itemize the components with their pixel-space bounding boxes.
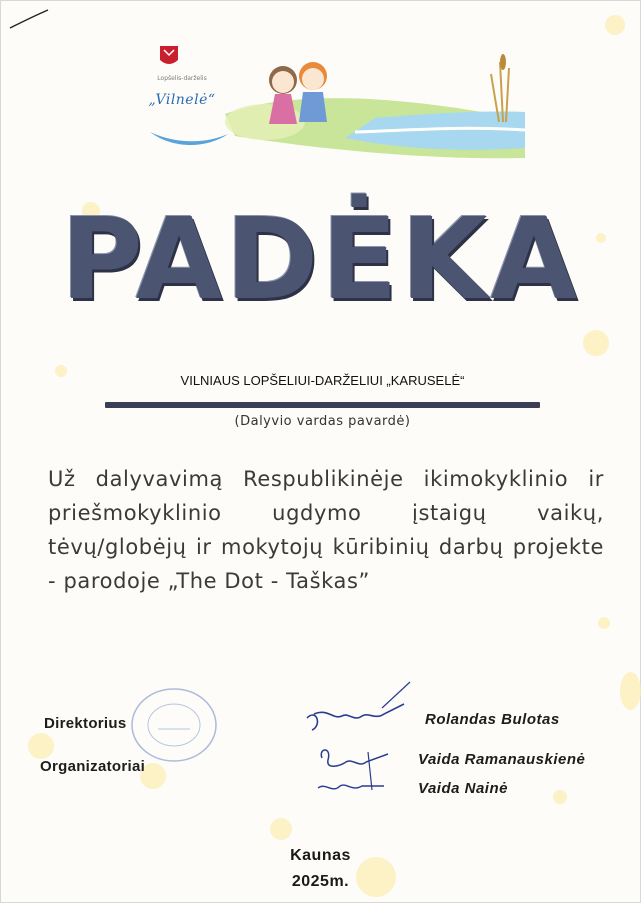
handwritten-signature-icon (292, 678, 417, 808)
director-role-label: Direktorius (44, 715, 127, 732)
logo-name: „Vilnelė“ (148, 92, 216, 108)
organizers-role-label: Organizatoriai (40, 758, 146, 775)
footer-year: 2025m. (291, 873, 350, 890)
decorative-dot (270, 818, 292, 840)
director-name: Rolandas Bulotas (425, 711, 560, 728)
recipient-underline (105, 402, 540, 408)
certificate-body-text: Už dalyvavimą Respublikinėje ikimokyklinio ir priešmokyklinio ugdymo įstaigų vaikų, tėvų/globėjų ir mokytojų kūribinių darbų projekte - parodoje „The Dot - Taškas” (48, 467, 604, 593)
recipient-name: VILNIAUS LOPŠELIUI-DARŽELIUI „KARUSELĖ“ (180, 373, 465, 388)
footer-city: Kaunas (290, 847, 351, 864)
certificate-title: PADĖKA (60, 195, 581, 325)
children-by-river-illustration (225, 52, 530, 162)
decorative-dot (620, 672, 641, 710)
decorative-dot (55, 365, 67, 377)
pen-stroke-icon (8, 8, 50, 32)
decorative-dot (553, 790, 567, 804)
organizer-name-1: Vaida Ramanauskienė (418, 751, 586, 768)
decorative-dot (605, 15, 625, 35)
logo-small-text: Lopšelis-darželis (157, 75, 207, 82)
recipient-caption: (Dalyvio vardas pavardė) (234, 414, 411, 429)
decorative-dot (28, 733, 54, 759)
decorative-dot (583, 330, 609, 356)
decorative-dot (598, 617, 610, 629)
round-stamp-icon (128, 685, 220, 765)
organizer-name-2: Vaida Nainė (418, 780, 508, 797)
